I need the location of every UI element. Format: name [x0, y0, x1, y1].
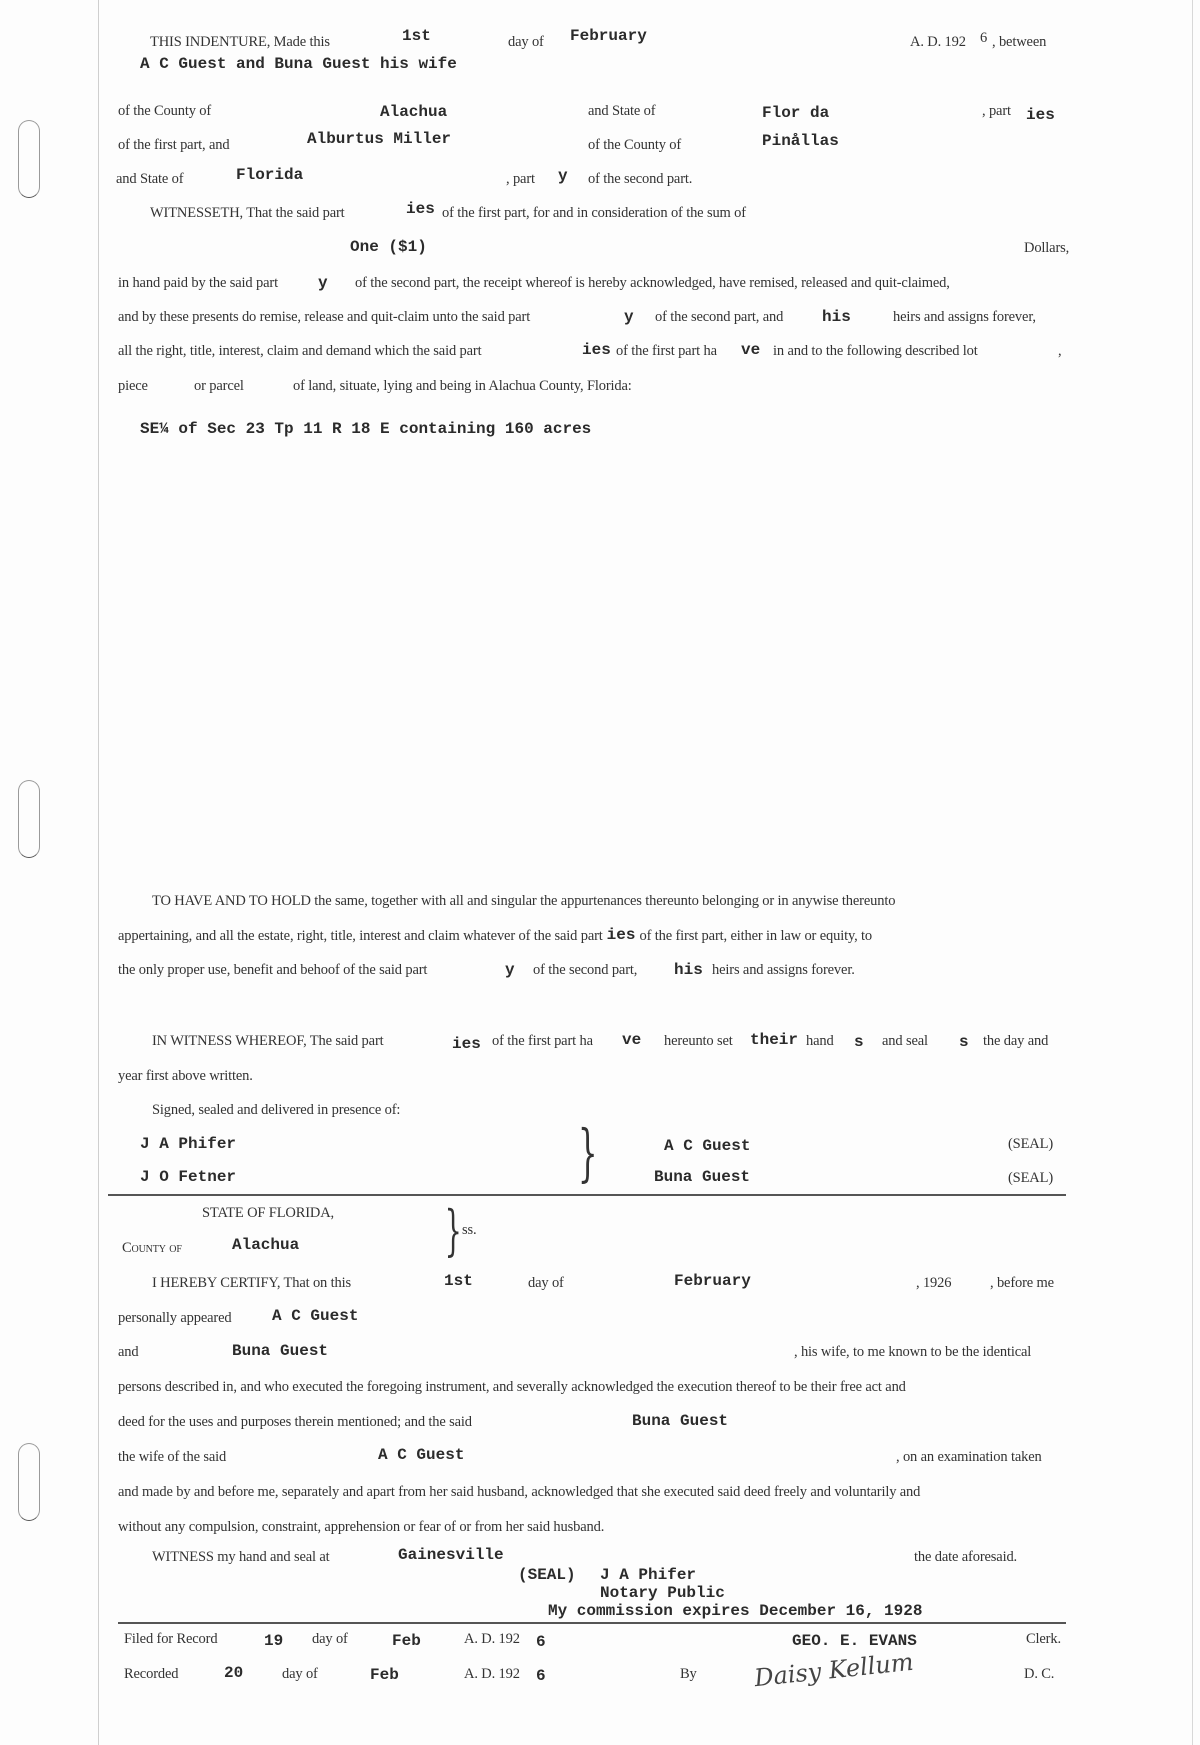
witness-whereof-text-b: of the first part ha — [492, 1033, 593, 1049]
deed-text: deed for the uses and purposes therein mentioned; and the said — [118, 1414, 472, 1430]
ad-label: A. D. 192 — [910, 34, 966, 50]
habendum-line2-suffix: ies — [606, 926, 636, 944]
filed-for-record-label: Filed for Record — [124, 1631, 218, 1647]
recorded-day: 20 — [224, 1664, 244, 1682]
ss-label: ss. — [462, 1222, 477, 1238]
witness-whereof-verb: ve — [622, 1031, 642, 1049]
witness-whereof-text-c: hereunto set — [664, 1033, 733, 1049]
examination-text: , on an examination taken — [896, 1449, 1042, 1465]
filed-ad-label: A. D. 192 — [464, 1631, 520, 1647]
filed-day: 19 — [264, 1632, 284, 1650]
consideration-amount: One ($1) — [350, 238, 427, 256]
deed-month: February — [570, 27, 647, 45]
grantor-part-suffix: ies — [1026, 106, 1055, 124]
line2-suffix: y — [318, 274, 328, 292]
binder-hole-top — [18, 120, 40, 198]
recorded-label: Recorded — [124, 1666, 179, 1682]
line4-verb: ve — [741, 341, 761, 359]
habendum-line2-b: of the first part, either in law or equity, to — [639, 928, 873, 944]
persons-text: persons described in, and who executed the foregoing instrument, and severally acknowledged the execution thereof to be their free act and — [118, 1379, 906, 1395]
witness-whereof-suffix: ies — [452, 1035, 481, 1053]
wife-of-label: the wife of the said — [118, 1449, 227, 1465]
indenture-label: THIS INDENTURE, Made this — [150, 34, 330, 50]
legal-description: SE¼ of Sec 23 Tp 11 R 18 E containing 160 acres — [140, 420, 592, 438]
ack-county: Alachua — [232, 1236, 300, 1254]
ack-husband-2: A C Guest — [378, 1446, 465, 1464]
grantee-county: Pinållas — [762, 132, 839, 150]
certify-text: I HEREBY CERTIFY, That on this — [152, 1275, 351, 1291]
ack-wife: Buna Guest — [232, 1342, 329, 1360]
day-of-label: day of — [508, 34, 544, 50]
line4-text: all the right, title, interest, claim and demand which the said part — [118, 343, 482, 359]
recorded-day-of: day of — [282, 1666, 318, 1682]
witness-whereof-hand-s: s — [854, 1033, 864, 1051]
ack-day-of: day of — [528, 1275, 564, 1291]
grantee-name: Alburtus Miller — [307, 130, 452, 148]
between-label: , between — [992, 34, 1047, 50]
date-aforesaid-label: the date aforesaid. — [914, 1549, 1018, 1565]
grantor-county: Alachua — [380, 103, 448, 121]
habendum-line3-c: heirs and assigns forever. — [712, 962, 855, 978]
margin-rule — [98, 0, 99, 1745]
county-of-label: of the County of — [118, 103, 212, 119]
recorded-year-digit: 6 — [536, 1667, 546, 1685]
witnesseth-text: WITNESSETH, That the said part — [150, 205, 345, 221]
grantor-state: Flor da — [762, 104, 830, 122]
clerk-label: Clerk. — [1026, 1631, 1061, 1647]
filed-year-digit: 6 — [536, 1633, 546, 1651]
by-label: By — [680, 1666, 697, 1682]
witness-1: J A Phifer — [140, 1135, 237, 1153]
seal-label-2: (SEAL) — [1008, 1170, 1054, 1186]
binder-hole-bottom — [18, 1443, 40, 1521]
recorded-ad-label: A. D. 192 — [464, 1666, 520, 1682]
part-label-2: , part — [506, 171, 535, 187]
witnesseth-text-b: of the first part, for and in consideration of the sum of — [442, 205, 746, 221]
signature-brace: } — [577, 1116, 598, 1189]
witness-whereof-text: IN WITNESS WHEREOF, The said part — [152, 1033, 384, 1049]
line3-text: and by these presents do remise, release and quit-claim unto the said part — [118, 309, 531, 325]
line5-land-text: of land, situate, lying and being in Alachua County, Florida: — [293, 378, 632, 394]
before-me-label: , before me — [990, 1275, 1054, 1291]
witnesseth-suffix: ies — [406, 200, 435, 218]
notary-name: J A Phifer — [600, 1566, 697, 1584]
witness-2: J O Fetner — [140, 1168, 237, 1186]
habendum-line1: TO HAVE AND TO HOLD the same, together with all and singular the appurtenances thereunto belonging or in anywise thereunto — [152, 893, 896, 909]
line2-text: in hand paid by the said part — [118, 275, 278, 291]
witness-hand-label: WITNESS my hand and seal at — [152, 1549, 330, 1565]
grantee-part-suffix: y — [558, 167, 568, 185]
ack-year: , 1926 — [916, 1275, 952, 1291]
ack-brace: } — [444, 1199, 462, 1262]
part-label: , part — [982, 103, 1011, 119]
deed-year-digit: 6 — [980, 30, 988, 46]
line3-text-b: of the second part, and — [655, 309, 784, 325]
ack-husband: A C Guest — [272, 1307, 359, 1325]
witness-whereof-pronoun: their — [750, 1031, 799, 1049]
state-of-label: and State of — [588, 103, 656, 119]
line3-suffix: y — [624, 308, 634, 326]
line3-pronoun: his — [822, 308, 851, 326]
habendum-line3-suffix: y — [505, 961, 515, 979]
witness-place: Gainesville — [398, 1546, 504, 1564]
line4-text-b: of the first part ha — [616, 343, 717, 359]
witness-whereof-seal-s: s — [959, 1033, 969, 1051]
signer-2: Buna Guest — [654, 1168, 751, 1186]
ack-wife-2: Buna Guest — [632, 1412, 729, 1430]
year-first-written: year first above written. — [118, 1068, 253, 1084]
county-of-label-ack: County of — [122, 1240, 182, 1256]
filed-day-of: day of — [312, 1631, 348, 1647]
habendum-line3-b: of the second part, — [533, 962, 638, 978]
notary-divider — [118, 1622, 1066, 1624]
habendum-line2: appertaining, and all the estate, right, title, interest and claim whatever of the said part — [118, 928, 603, 944]
dc-label: D. C. — [1024, 1666, 1055, 1682]
notary-seal: (SEAL) — [518, 1566, 576, 1584]
ack-day: 1st — [444, 1272, 473, 1290]
signature-divider — [108, 1194, 1066, 1196]
state-of-florida-label: STATE OF FLORIDA, — [202, 1205, 335, 1221]
page-edge — [1192, 0, 1193, 1745]
seal-label-1: (SEAL) — [1008, 1136, 1054, 1152]
county-of-label-2: of the County of — [588, 137, 682, 153]
and-state-of-label: and State of — [116, 171, 184, 187]
appeared-label: personally appeared — [118, 1310, 232, 1326]
ack-month: February — [674, 1272, 751, 1290]
notary-title: Notary Public — [600, 1584, 725, 1602]
notary-commission: My commission expires December 16, 1928 — [548, 1602, 923, 1620]
signed-sealed-label: Signed, sealed and delivered in presence of: — [152, 1102, 401, 1118]
filed-month: Feb — [392, 1632, 421, 1650]
and-label: and — [118, 1344, 139, 1360]
line4-comma: , — [1058, 343, 1062, 359]
line5-piece: piece — [118, 378, 148, 394]
without-compulsion-text: without any compulsion, constraint, apprehension or fear of or from her said husband. — [118, 1519, 605, 1535]
recorded-month: Feb — [370, 1666, 399, 1684]
line3-text-c: heirs and assigns forever, — [893, 309, 1036, 325]
binder-hole-middle — [18, 780, 40, 858]
line4-text-c: in and to the following described lot — [773, 343, 978, 359]
witness-whereof-text-f: the day and — [983, 1033, 1049, 1049]
second-part-label: of the second part. — [588, 171, 693, 187]
signer-1: A C Guest — [664, 1137, 751, 1155]
deputy-clerk-signature: Daisy Kellum — [752, 1647, 915, 1693]
first-part-and-label: of the first part, and — [118, 137, 230, 153]
line4-suffix: ies — [582, 341, 611, 359]
grantee-state: Florida — [236, 166, 304, 184]
line5-parcel: or parcel — [194, 378, 244, 394]
deed-day: 1st — [402, 27, 431, 45]
habendum-pronoun: his — [674, 961, 703, 979]
his-wife-text: , his wife, to me known to be the identical — [794, 1344, 1032, 1360]
habendum-line3: the only proper use, benefit and behoof of the said part — [118, 962, 428, 978]
witness-whereof-hand: hand — [806, 1033, 834, 1049]
grantors: A C Guest and Buna Guest his wife — [140, 55, 457, 73]
dollars-label: Dollars, — [1024, 240, 1070, 256]
made-by-text: and made by and before me, separately and apart from her said husband, acknowledged that she executed said deed freely and voluntarily and — [118, 1484, 921, 1500]
clerk-name: GEO. E. EVANS — [792, 1632, 917, 1650]
line2-text-b: of the second part, the receipt whereof is hereby acknowledged, have remised, released and quit-claimed, — [355, 275, 950, 291]
witness-whereof-seal: and seal — [882, 1033, 928, 1049]
